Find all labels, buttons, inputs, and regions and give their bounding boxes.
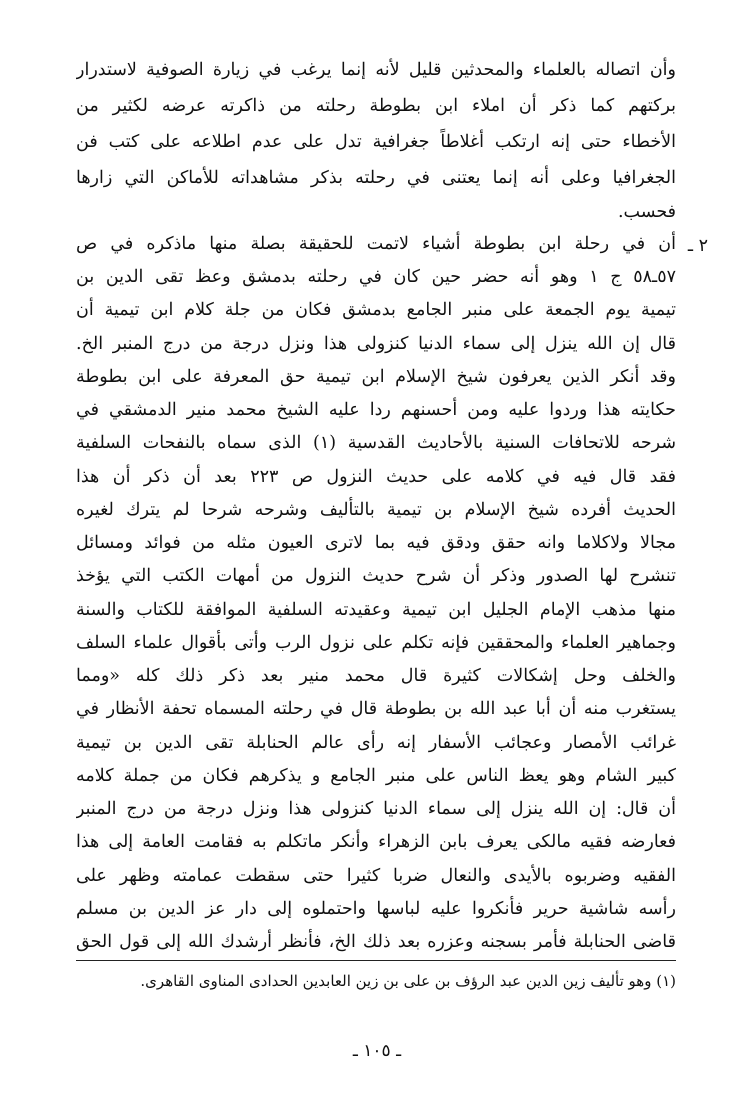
text-line: وجماهير العلماء والمحققين فإنه تكلم على نزول الرب وأتى بأقوال علماء السلف xyxy=(76,633,676,653)
text-line: تيمية يوم الجمعة على منبر الجامع بدمشق فكان من جلة كلام ابن تيمية أن xyxy=(76,300,676,320)
text-line: أن في رحلة ابن بطوطة أشياء لاتمت للحقيقة بصلة منها ماذكره في ص xyxy=(76,234,676,254)
text-line: شرحه للاتحافات السنية بالأحاديث القدسية (١) الذى سماه بالنفحات السلفية xyxy=(76,433,676,453)
footnote: (١) وهو تأليف زين الدين عبد الرؤف بن على بن زين العابدين الحدادى المناوى القاهرى. xyxy=(140,972,676,990)
text-line: فعارضه فقيه مالكى يعرف بابن الزهراء وأنكر ماتكلم به فقامت العامة إلى هذا xyxy=(76,832,676,852)
text-line: حكايته هذا وردوا عليه ومن أحسنهم ردا عليه الشيخ محمد منير الدمشقي في xyxy=(76,400,676,420)
text-line: الفقيه وضربوه بالأيدى والنعال ضربا كثيرا حتى سقطت عمامته وظهر على xyxy=(76,866,676,886)
text-line: الأخطاء حتى إنه ارتكب أغلاطاً جغرافية تدل على عدم اطلاعه على كتب فن xyxy=(76,132,676,152)
text-line: مجالا ولاكلاما وانه حقق ودقق فيه بما لاترى العيون مثله من فوائد ومسائل xyxy=(76,533,676,553)
page-number: ـ ١٠٥ ـ xyxy=(352,1041,402,1061)
text-line: منها مذهب الإمام الجليل ابن تيمية وعقيدته السلفية الموافقة للكتاب والسنة xyxy=(76,600,676,620)
text-line: قاضى الحنابلة فأمر بسجنه وعزره بعد ذلك الخ، فأنظر أرشدك الله إلى قول الحق xyxy=(76,932,676,952)
text-line: ٥٧ـ٥٨ ج ١ وهو أنه حضر حين كان في رحلته بدمشق وعظ تقى الدين بن xyxy=(76,267,676,287)
text-line: رأسه شاشية حرير فأنكروا عليه لباسها واحتملوه إلى دار عز الدين بن مسلم xyxy=(76,899,676,919)
text-line: فحسب. xyxy=(617,202,676,222)
footnote-divider xyxy=(76,960,676,961)
text-line: غرائب الأمصار وعجائب الأسفار إنه رأى عالم الحنابلة تقى الدين بن تيمية xyxy=(76,733,676,753)
text-line: فقد قال فيه في كلامه على حديث النزول ص ٢٢٣ بعد أن ذكر أن هذا xyxy=(76,467,676,487)
text-line: والخلف وحل إشكالات كثيرة قال محمد منير بعد ذكر ذلك كله «ومما xyxy=(76,666,676,686)
list-item-number: ٢ ـ xyxy=(687,236,708,256)
text-line: بركتهم كما ذكر أن املاء ابن بطوطة رحلته من ذاكرته عرضه لكثير من xyxy=(76,96,676,116)
text-line: الحديث أفرده شيخ الإسلام بن تيمية بالتأليف وشرحه شرحا لم يترك لغيره xyxy=(76,500,676,520)
text-line: يستغرب منه أن أبا عبد الله بن بطوطة قال في رحلته المسماه تحفة الأنظار في xyxy=(76,699,676,719)
text-line: الجغرافيا وعلى أنه إنما يعتنى في رحلته بذكر مشاهداته للأماكن التي زارها xyxy=(76,168,676,188)
text-line: قال إن الله ينزل إلى سماء الدنيا كنزولى هذا ونزل درجة من درج المنبر الخ. xyxy=(76,334,676,354)
text-line: وأن اتصاله بالعلماء والمحدثين قليل لأنه إنما يرغب في زيارة الصوفية لاستدرار xyxy=(76,60,676,80)
text-line: كبير الشام وهو يعظ الناس على منبر الجامع و يذكرهم فكان من جملة كلامه xyxy=(76,766,676,786)
text-line: أن قال: إن الله ينزل إلى سماء الدنيا كنزولى هذا ونزل درجة من درج المنبر xyxy=(76,799,676,819)
text-line: وقد أنكر الذين يعرفون شيخ الإسلام ابن تيمية حق المعرفة على ابن بطوطة xyxy=(76,367,676,387)
text-line: تنشرح لها الصدور وذكر أن شرح حديث النزول من أمهات الكتب التي يؤخذ xyxy=(76,566,676,586)
